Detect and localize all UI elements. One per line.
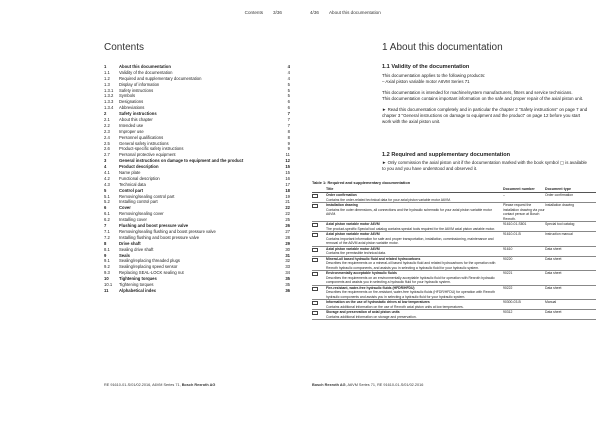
toc-title: Improper use <box>119 128 144 134</box>
doc-title: Order confirmation <box>326 193 357 197</box>
cell-icon <box>312 247 326 256</box>
toc-num: 1.3.1 <box>104 87 114 93</box>
cell-title <box>326 222 503 231</box>
toc-page: 19 <box>285 193 290 199</box>
cell-type: Data sheet <box>545 285 562 290</box>
cell-number: 90312 <box>503 310 513 314</box>
toc-title: Intended use <box>119 122 144 128</box>
toc-page: 9 <box>287 146 290 152</box>
toc-num: 10 <box>104 276 109 282</box>
doc-description: Describes the requirements on a mineral-oil based hydraulic fluid and related hydrocarbons for the operation with Rexroth hydraulic components, and assists you in selecting a hydraulic fluid for your hydraulic system. <box>326 261 496 270</box>
table-row <box>312 310 596 320</box>
toc-page: 27 <box>285 228 290 234</box>
toc-num: 2.6 <box>104 146 110 152</box>
table-caption: Table 1: Required and supplementary documentation <box>312 180 411 185</box>
toc-num: 5 <box>104 187 107 193</box>
toc-title: Name plate <box>119 170 141 176</box>
page-header <box>245 10 292 15</box>
toc-title: Designations <box>119 99 144 105</box>
cell-number: 90300-03-B <box>503 300 521 304</box>
paragraph: This documentation applies to the following products: <box>382 73 486 78</box>
toc-num: 11 <box>104 287 109 293</box>
toc-page: 28 <box>285 234 290 240</box>
toc-page: 6 <box>287 105 290 111</box>
table-row <box>312 193 596 203</box>
toc-num: 7.1 <box>104 228 110 234</box>
cell-type: Special tool catalog <box>545 222 575 226</box>
toc-num: 5.2 <box>104 199 110 205</box>
toc-title: General safety instructions <box>119 140 169 146</box>
table-of-contents <box>104 64 290 294</box>
toc-num: 8 <box>104 240 107 246</box>
toc-num: 2.4 <box>104 134 110 140</box>
toc-num: 6 <box>104 205 107 211</box>
header-page-number: 4/36 <box>310 10 319 15</box>
toc-page: 36 <box>285 287 290 293</box>
toc-title: Removing/sealing flushing and boost pressure valve <box>119 228 216 234</box>
cell-icon <box>312 203 326 221</box>
toc-num: 2.3 <box>104 128 110 134</box>
toc-num: 4 <box>104 164 107 170</box>
required-docs-text <box>382 160 588 172</box>
toc-page: 30 <box>285 246 290 252</box>
toc-title: Seals <box>119 252 130 258</box>
toc-num: 4.1 <box>104 170 110 176</box>
footer-company: Bosch Rexroth AG <box>312 383 346 387</box>
table-row <box>312 300 596 310</box>
toc-page: 18 <box>285 187 290 193</box>
toc-page: 31 <box>285 252 290 258</box>
footer-text: RE 91610-01-S/01/02.2016, A6VM Series 71, <box>104 383 181 387</box>
footer-text: , A6VM Series 71, RE 91610-01-S/01/02.2016 <box>345 383 424 387</box>
cell-icon <box>312 271 326 285</box>
doc-title: Information on the use of hydrostatic drives at low temperatures <box>326 300 430 304</box>
toc-page: 22 <box>285 205 290 211</box>
toc-page: 22 <box>285 211 290 217</box>
doc-title: Installation drawing <box>326 203 358 207</box>
cell-icon <box>312 300 326 309</box>
header-number: Document number <box>503 187 535 191</box>
doc-description: Contains the permissible technical data. <box>326 251 386 255</box>
book-icon <box>312 287 318 291</box>
toc-num: 2.7 <box>104 152 110 158</box>
cell-type: Installation drawing <box>545 203 575 207</box>
header-type: Document type <box>545 187 571 191</box>
cell-number: 90221 <box>503 271 513 275</box>
page-title: Contents <box>104 42 145 53</box>
toc-num: 1.3 <box>104 81 110 87</box>
toc-title: Product description <box>119 164 159 170</box>
book-icon <box>312 233 318 237</box>
cell-icon <box>312 257 326 271</box>
toc-num: 1.3.4 <box>104 105 114 111</box>
cell-number: 91610-01-B <box>503 232 521 236</box>
toc-num: 1.3.3 <box>104 99 114 105</box>
toc-page: 34 <box>285 270 290 276</box>
toc-num: 2 <box>104 111 107 117</box>
doc-description: Contains the order-related technical data for your axial piston variable motor A6VM. <box>326 197 451 202</box>
toc-title: Installing cover <box>119 217 147 223</box>
cell-icon <box>312 286 326 300</box>
toc-title: Functional description <box>119 175 160 181</box>
header-page-number: 3/36 <box>273 10 282 15</box>
right-page <box>300 0 600 425</box>
toc-page: 16 <box>285 175 290 181</box>
toc-num: 1 <box>104 64 107 69</box>
toc-num: 3 <box>104 158 107 164</box>
table-body <box>312 193 596 320</box>
cell-number: 90222 <box>503 285 513 290</box>
doc-description: Contains important information for safe and proper transportation, installation, commissioning, maintenance and removal of the A6VM axial piston variable motor. <box>326 236 494 245</box>
table-row <box>312 232 596 247</box>
toc-title: Removing/sealing cover <box>119 211 164 217</box>
book-icon <box>312 301 318 305</box>
cell-title <box>326 271 503 285</box>
cell-title <box>326 247 503 256</box>
cell-title <box>326 232 503 246</box>
doc-title: Axial piston variable motor A6VM <box>326 232 380 236</box>
toc-page: 9 <box>287 140 290 146</box>
doc-title: Axial piston variable motor A6VM <box>326 246 380 251</box>
cell-number: 91610 <box>503 246 513 251</box>
header-icon-col <box>312 187 326 192</box>
toc-title: About this chapter <box>119 117 153 123</box>
toc-title: Tightening torques <box>119 281 154 287</box>
toc-num: 5.1 <box>104 193 110 199</box>
toc-page: 7 <box>287 122 290 128</box>
toc-num: 7 <box>104 223 107 229</box>
toc-num: 1.1 <box>104 69 110 75</box>
toc-title: Removing/sealing control part <box>119 193 175 199</box>
paragraph: This documentation is intended for machine/system manufacturers, fitters and service technicians. <box>382 90 573 95</box>
toc-title: Sealing/replacing threaded plugs <box>119 258 180 264</box>
cell-number: – <box>503 193 505 197</box>
cell-type: Instruction manual <box>545 232 573 236</box>
toc-title: Drive shaft <box>119 240 141 246</box>
doc-title: Axial piston variable motor A6VM <box>326 222 380 226</box>
cell-title <box>326 193 503 202</box>
doc-description: The product-specific Special tool catalog contains special tools required for the A6VM axial piston variable motor. <box>326 226 496 231</box>
book-icon <box>312 223 318 227</box>
toc-page: 5 <box>287 93 290 99</box>
doc-title: Fire-resistant, water-free hydraulic fluids (HFDR/HFDU) <box>326 285 415 290</box>
cell-number: 90220 <box>503 256 513 261</box>
toc-title: Control part <box>119 187 143 193</box>
cell-title <box>326 310 503 319</box>
doc-title: Mineral-oil based hydraulic fluid and related hydrocarbons <box>326 256 421 261</box>
doc-description: Describes the requirements on fire-resistant, water-free hydraulic fluids (HFDR/HFDU) for operation with Rexroth hydraulic components and assists you in selecting a hydraulic fluid for your hydraulic system. <box>326 290 496 299</box>
page-header <box>310 10 391 15</box>
toc-num: 7.2 <box>104 234 110 240</box>
toc-page: 7 <box>287 117 290 123</box>
table-row <box>312 257 596 272</box>
toc-page: 8 <box>287 128 290 134</box>
toc-title: Installing flushing and boost pressure valve <box>119 234 200 240</box>
toc-num: 2.1 <box>104 117 110 123</box>
table-row <box>312 286 596 301</box>
toc-page: 5 <box>287 81 290 87</box>
toc-title: Abbreviations <box>119 105 145 111</box>
doc-description: Contains additional information on storage and preservation. <box>326 314 417 319</box>
toc-num: 10.1 <box>104 281 113 287</box>
cell-icon <box>312 232 326 246</box>
toc-page: 35 <box>285 281 290 287</box>
toc-num: 4.3 <box>104 181 110 187</box>
paragraph: ► Only commission the axial piston unit if the documentation marked with the book symbol ▢ is available to you and you have understood and observed it. <box>382 160 587 171</box>
toc-title: Replacing SEAL-LOCK sealing nut <box>119 270 184 276</box>
toc-page: 15 <box>285 164 290 170</box>
doc-description: Contains the outer dimensions, all connections and the hydraulic schematic for your axial piston variable motor A6VM. <box>326 207 492 216</box>
toc-page: 4 <box>287 69 290 75</box>
chapter-title: 1 About this documentation <box>382 42 503 53</box>
book-icon <box>312 258 318 262</box>
toc-num: 2.5 <box>104 140 110 146</box>
cell-number: 91610-01-S801 <box>503 222 527 226</box>
cell-icon <box>312 193 326 202</box>
toc-entry[interactable] <box>104 288 290 294</box>
doc-description: Describes the requirements on an environmentally acceptable hydraulic fluid for operation with Rexroth hydraulic components and assists you in selecting a hydraulic fluid for your hydraulic system. <box>326 275 495 284</box>
toc-num: 9 <box>104 252 107 258</box>
section-heading-validity: 1.1 Validity of the documentation <box>382 64 470 70</box>
toc-title: Alphabetical index <box>119 287 156 293</box>
toc-page: 12 <box>285 158 290 164</box>
toc-title: Cover <box>119 205 131 211</box>
toc-page: 4 <box>287 64 290 69</box>
toc-title: Technical data <box>119 181 146 187</box>
book-icon <box>312 194 318 198</box>
toc-page: 32 <box>285 258 290 264</box>
toc-title: Symbols <box>119 93 136 99</box>
toc-page: 4 <box>287 75 290 81</box>
toc-page: 33 <box>285 264 290 270</box>
toc-num: 1.2 <box>104 75 110 81</box>
table-row <box>312 203 596 222</box>
toc-title: Sealing/replacing speed sensor <box>119 264 178 270</box>
cell-type: Data sheet <box>545 310 562 314</box>
toc-title: Personal protective equipment <box>119 152 176 158</box>
toc-title: About this documentation <box>119 64 171 69</box>
cell-title <box>326 257 503 271</box>
page-footer <box>104 383 215 387</box>
toc-page: 26 <box>285 223 290 229</box>
table-row <box>312 222 596 232</box>
toc-num: 2.2 <box>104 122 110 128</box>
toc-page: 29 <box>285 240 290 246</box>
toc-page: 21 <box>285 199 290 205</box>
toc-title: Installing control part <box>119 199 158 205</box>
cell-type: Manual <box>545 300 557 304</box>
cell-icon <box>312 310 326 319</box>
toc-page: 7 <box>287 111 290 117</box>
toc-page: 11 <box>285 152 290 158</box>
table-row <box>312 271 596 286</box>
doc-description: Contains additional information on the use of Rexroth axial piston units at low temperatures. <box>326 304 464 309</box>
toc-title: Required and supplementary documentation <box>119 75 202 81</box>
validity-text <box>382 73 588 125</box>
book-icon <box>312 311 318 315</box>
cell-title <box>326 203 503 221</box>
page-footer <box>312 383 423 387</box>
cell-number: Please request the installation drawing via your contact person at Bosch Rexroth. <box>503 203 545 221</box>
header-section: About this documentation <box>328 10 381 15</box>
toc-page: 35 <box>285 276 290 282</box>
toc-page: 25 <box>285 217 290 223</box>
toc-page: 8 <box>287 134 290 140</box>
toc-page: 17 <box>285 181 290 187</box>
toc-num: 4.2 <box>104 175 110 181</box>
documentation-table <box>312 180 596 320</box>
cell-icon <box>312 222 326 231</box>
cell-type: Data sheet <box>545 271 562 275</box>
cell-type: Data sheet <box>545 246 562 251</box>
toc-num: 9.2 <box>104 264 110 270</box>
cell-title <box>326 286 503 300</box>
cell-title <box>326 300 503 309</box>
toc-num: 6.2 <box>104 217 110 223</box>
book-icon <box>312 248 318 252</box>
paragraph: – Axial piston variable motor A6VM Series 71 <box>382 79 470 84</box>
book-icon <box>312 204 318 208</box>
doc-title: Environmentally acceptable hydraulic fluids <box>326 271 397 275</box>
toc-title: Safety instructions <box>119 111 157 117</box>
cell-type: Data sheet <box>545 256 562 261</box>
toc-num: 1.3.2 <box>104 93 114 99</box>
toc-title: Sealing drive shaft <box>119 246 154 252</box>
header-title: Title <box>326 187 334 191</box>
toc-title: Display of information <box>119 81 160 87</box>
toc-title: Flushing and boost pressure valve <box>119 223 189 229</box>
toc-page: 5 <box>287 87 290 93</box>
section-heading-required-docs: 1.2 Required and supplementary documentation <box>382 152 511 158</box>
toc-title: Personnel qualifications <box>119 134 164 140</box>
toc-page: 15 <box>285 170 290 176</box>
toc-title: Tightening torques <box>119 276 157 282</box>
toc-title: Validity of the documentation <box>119 69 173 75</box>
toc-num: 8.1 <box>104 246 110 252</box>
table-row <box>312 247 596 257</box>
paragraph: ► Read this documentation completely and in particular the chapter 2 "Safety instructions" on page 7 and chapter 3 "General instructions on damage to equipment and the product" on page 12 before you start work with the axial piston unit. <box>382 107 588 124</box>
toc-num: 9.3 <box>104 270 110 276</box>
doc-title: Storage and preservation of axial piston units <box>326 310 400 314</box>
header-section: Contents <box>244 10 264 15</box>
toc-title: General instructions on damage to equipment and the product <box>119 158 244 164</box>
book-icon <box>312 272 318 276</box>
toc-title: Product-specific safety instructions <box>119 146 184 152</box>
paragraph: This documentation contains important information on the safe and proper repair of the axial piston unit. <box>382 96 584 101</box>
toc-num: 9.1 <box>104 258 110 264</box>
toc-page: 6 <box>287 99 290 105</box>
toc-title: Safety instructions <box>119 87 154 93</box>
toc-num: 6.1 <box>104 211 110 217</box>
footer-company: Bosch Rexroth AG <box>181 383 216 387</box>
cell-type: Order confirmation <box>545 193 574 197</box>
